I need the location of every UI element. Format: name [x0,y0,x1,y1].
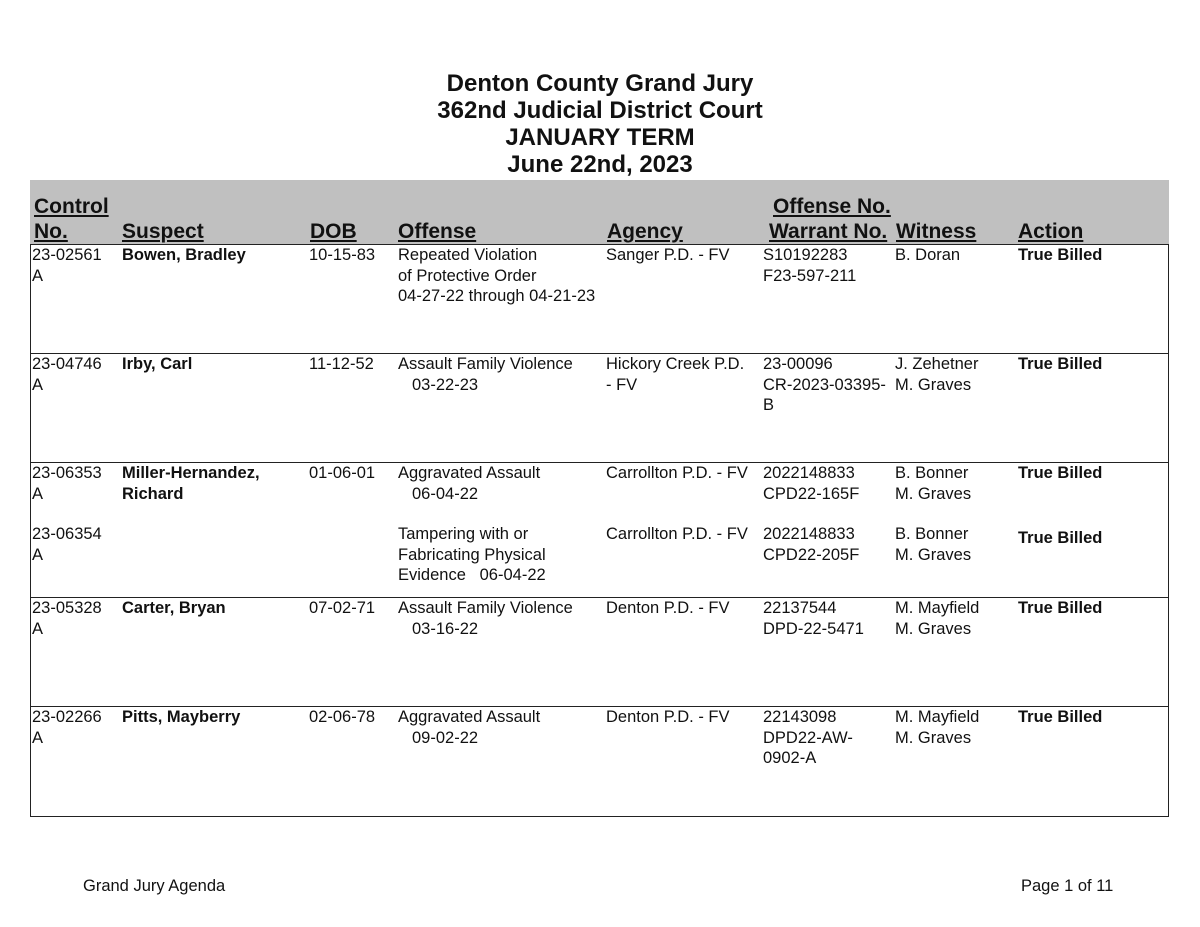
col-dob: DOB [310,220,357,243]
offense-warrant-no: 22143098 DPD22-AW- 0902-A [763,708,853,767]
title-court: 362nd Judicial District Court [437,97,763,124]
witness: B. Bonner M. Graves [895,464,972,503]
row-divider [30,353,1169,354]
dob: 01-06-01 [309,464,376,482]
suspect-name: Bowen, Bradley [122,246,246,264]
col-offense: Offense [398,220,477,243]
col-suspect: Suspect [122,220,204,243]
action: True Billed [1018,708,1103,726]
agency: Denton P.D. - FV [606,599,730,617]
witness: M. Mayfield M. Graves [895,708,980,747]
title-date: June 22nd, 2023 [507,151,693,178]
offense: Aggravated Assault 06-04-22 [398,464,541,503]
title-county: Denton County Grand Jury [446,70,754,97]
suspect-name: Irby, Carl [122,355,193,373]
control-no: 23-02561 A [32,246,102,285]
offense-warrant-no: 2022148833 CPD22-205F [763,525,860,564]
control-no: 23-06354 A [32,525,102,564]
agency: Carrollton P.D. - FV [606,525,748,543]
offense: Assault Family Violence 03-16-22 [398,599,573,638]
offense-warrant-no: 22137544 DPD-22-5471 [763,599,864,638]
offense: Aggravated Assault 09-02-22 [398,708,541,747]
suspect-name: Carter, Bryan [122,599,226,617]
control-no: 23-05328 A [32,599,102,638]
agency: Hickory Creek P.D. - FV [606,355,745,394]
control-no: 23-02266 A [32,708,102,747]
offense: Assault Family Violence 03-22-23 [398,355,573,394]
offense: Tampering with or Fabricating Physical Evidence 06-04-22 [398,525,546,584]
title-term: JANUARY TERM [505,124,695,151]
witness: M. Mayfield M. Graves [895,599,980,638]
action: True Billed [1018,599,1103,617]
agency: Sanger P.D. - FV [606,246,730,264]
agency: Carrollton P.D. - FV [606,464,748,482]
offense-warrant-no: 2022148833 CPD22-165F [763,464,860,503]
witness: J. Zehetner M. Graves [895,355,979,394]
action: True Billed [1018,529,1103,547]
suspect-name: Pitts, Mayberry [122,708,241,726]
offense-warrant-no: S10192283 F23-597-211 [763,246,857,285]
table-body [30,244,1169,817]
control-no: 23-04746 A [32,355,102,394]
witness: B. Doran [895,246,961,264]
col-offense-no: Offense No. [773,195,891,218]
page-number: Page 1 of 11 [1021,877,1114,895]
footer-title: Grand Jury Agenda [83,877,226,895]
agency: Denton P.D. - FV [606,708,730,726]
col-control-no: No. [34,220,68,243]
control-no: 23-06353 A [32,464,102,503]
suspect-name: Miller-Hernandez, Richard [122,464,260,503]
dob: 11-12-52 [309,355,374,373]
dob: 02-06-78 [309,708,376,726]
dob: 07-02-71 [309,599,376,617]
witness: B. Bonner M. Graves [895,525,972,564]
document-title [0,70,1200,178]
action: True Billed [1018,355,1103,373]
col-witness: Witness [896,220,977,243]
action: True Billed [1018,464,1103,482]
col-action: Action [1018,220,1084,243]
offense-warrant-no: 23-00096 CR-2023-03395- B [763,355,886,414]
action: True Billed [1018,246,1103,264]
offense: Repeated Violation of Protective Order 04-27-22 through 04-21-23 [398,246,596,305]
col-warrant-no: Warrant No. [769,220,888,243]
col-control: Control [34,195,109,218]
dob: 10-15-83 [309,246,376,264]
col-agency: Agency [607,220,683,243]
